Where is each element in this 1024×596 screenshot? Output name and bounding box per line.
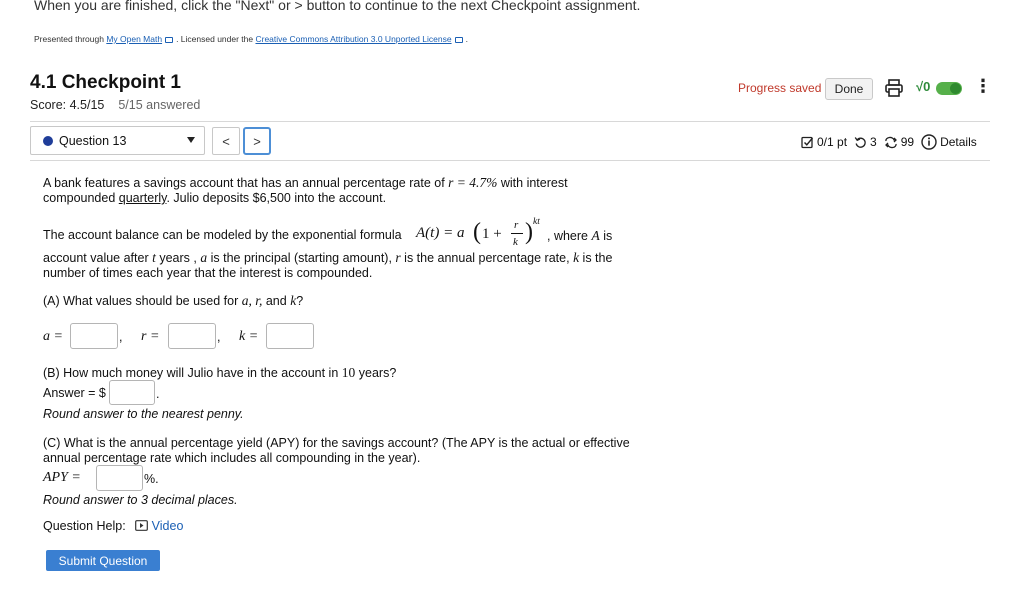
part-c-prompt (43, 436, 663, 466)
part-b-text: (B) How much money will Julio have in the account in (43, 366, 339, 380)
previous-question-button[interactable]: < (212, 127, 240, 155)
question-select-label: Question 13 (59, 133, 127, 148)
retries-count: 3 (870, 135, 877, 149)
part-a-k: k (290, 293, 297, 308)
retry-icon (854, 136, 867, 149)
intro-text: . Julio deposits $6,500 into the account. (166, 191, 387, 205)
def-text: account value after (43, 251, 149, 265)
var-a: a (200, 250, 208, 265)
answered-count: 5/15 answered (118, 98, 201, 112)
apy-label: APY = (43, 470, 81, 485)
math-entry-icon: √0 (916, 79, 931, 94)
info-icon (921, 134, 937, 150)
question-help (43, 519, 183, 534)
submit-question-button[interactable]: Submit Question (46, 550, 160, 571)
video-label: Video (151, 519, 184, 533)
k-label: k = (239, 329, 259, 344)
part-c-answer (43, 465, 243, 492)
fraction-bar (511, 233, 523, 234)
money-input[interactable] (109, 380, 155, 405)
formula-one: 1 + (482, 226, 502, 242)
part-b-answer (43, 380, 243, 406)
points-text: 0/1 pt (817, 135, 848, 149)
def-text: number of times each year that the interest is compounded. (43, 266, 373, 280)
part-a-vars: a, r, (241, 293, 263, 308)
comma: , (119, 330, 123, 344)
comma: , (217, 330, 221, 344)
part-a-prompt (43, 293, 303, 309)
definitions (43, 250, 663, 281)
part-a-qmark: ? (296, 294, 304, 308)
var-k: k (573, 250, 580, 265)
presented-prefix: Presented through (34, 34, 104, 44)
period: . (156, 387, 160, 401)
var-t: t (152, 250, 156, 265)
attempts-item (884, 135, 914, 149)
checkbox-icon (801, 136, 814, 149)
rounding-note: Round answer to 3 decimal places. (43, 493, 238, 507)
intro-text: compounded (43, 191, 116, 205)
part-a-inputs (43, 323, 343, 351)
attempts-icon (884, 136, 898, 149)
progress-saved-status: Progress saved (738, 81, 822, 95)
question-status-dot (43, 136, 53, 146)
a-label: a = (43, 329, 63, 344)
score-text: Score: 4.5/15 (30, 98, 105, 112)
def-text: years , (159, 251, 197, 265)
formula-paren-close: ) (525, 219, 533, 245)
intro-text: A bank features a savings account that has an annual percentage rate of (43, 176, 445, 190)
formula-tail (547, 228, 612, 244)
formula-where: , where (547, 229, 588, 243)
done-button[interactable]: Done (825, 78, 873, 100)
rounding-note: Round answer to the nearest penny. (43, 407, 244, 421)
video-help-link[interactable] (135, 519, 183, 533)
part-b-prompt (43, 365, 396, 381)
formula-denominator: k (513, 236, 518, 248)
licensed-text: . Licensed under the (176, 34, 254, 44)
def-text: is the (582, 251, 613, 265)
formula-line (43, 216, 663, 252)
intro-text: with interest (500, 176, 568, 190)
formula-intro: The account balance can be modeled by the exponential formula (43, 228, 402, 242)
part-c-text: annual percentage rate which includes all compounding in the year). (43, 451, 421, 465)
formula-is: is (603, 229, 613, 243)
question-select[interactable] (30, 126, 205, 155)
help-label: Question Help: (43, 519, 126, 533)
myopenmath-link[interactable]: My Open Math (106, 34, 163, 44)
part-a-text: (A) What values should be used for (43, 294, 239, 308)
formula-numerator: r (514, 219, 519, 231)
attribution-line (34, 34, 468, 44)
r-input[interactable] (168, 323, 216, 349)
print-icon[interactable] (884, 78, 904, 98)
more-options-icon[interactable]: ⋮ (974, 76, 992, 96)
part-a-and: and (265, 294, 287, 308)
math-entry-toggle[interactable] (936, 82, 962, 95)
external-link-icon (455, 37, 463, 43)
r-label: r = (141, 329, 160, 344)
attempts-count: 99 (900, 135, 915, 149)
def-text: is the annual percentage rate, (404, 251, 570, 265)
quarterly-term: quarterly (118, 191, 167, 205)
rate-value: r = 4.7% (448, 175, 498, 190)
points-item (801, 135, 847, 149)
page-title: 4.1 Checkpoint 1 (30, 72, 181, 93)
question-intro (43, 175, 643, 206)
var-A: A (591, 228, 600, 243)
formula-exponent: kt (533, 217, 540, 227)
percent-sign: %. (144, 472, 159, 486)
video-icon (135, 520, 148, 531)
apy-input[interactable] (96, 465, 143, 491)
chevron-down-icon (187, 137, 195, 143)
part-c-text: (C) What is the annual percentage yield (APY) for the savings account? (The APY is the actual or effective (43, 436, 630, 450)
retries-item (854, 135, 877, 149)
details-button[interactable] (921, 134, 977, 150)
k-input[interactable] (266, 323, 314, 349)
var-r: r (395, 250, 401, 265)
divider (30, 121, 990, 122)
attribution-suffix: . (465, 34, 468, 44)
part-b-text: years? (358, 366, 397, 380)
score-row (30, 98, 200, 112)
details-label: Details (940, 135, 977, 149)
instruction-text: When you are finished, click the "Next" or > button to continue to the next Checkpoint assignment. (34, 0, 641, 13)
next-question-button[interactable]: > (243, 127, 271, 155)
external-link-icon (165, 37, 173, 43)
formula-paren-open: ( (473, 219, 481, 245)
answer-label: Answer = $ (43, 386, 106, 400)
formula-lhs: A(t) = a (416, 225, 465, 241)
part-b-years: 10 (341, 365, 356, 380)
divider (30, 160, 990, 161)
question-meta (801, 133, 984, 151)
license-link[interactable]: Creative Commons Attribution 3.0 Unported License (255, 34, 452, 44)
a-input[interactable] (70, 323, 118, 349)
def-text: is the principal (starting amount), (210, 251, 392, 265)
